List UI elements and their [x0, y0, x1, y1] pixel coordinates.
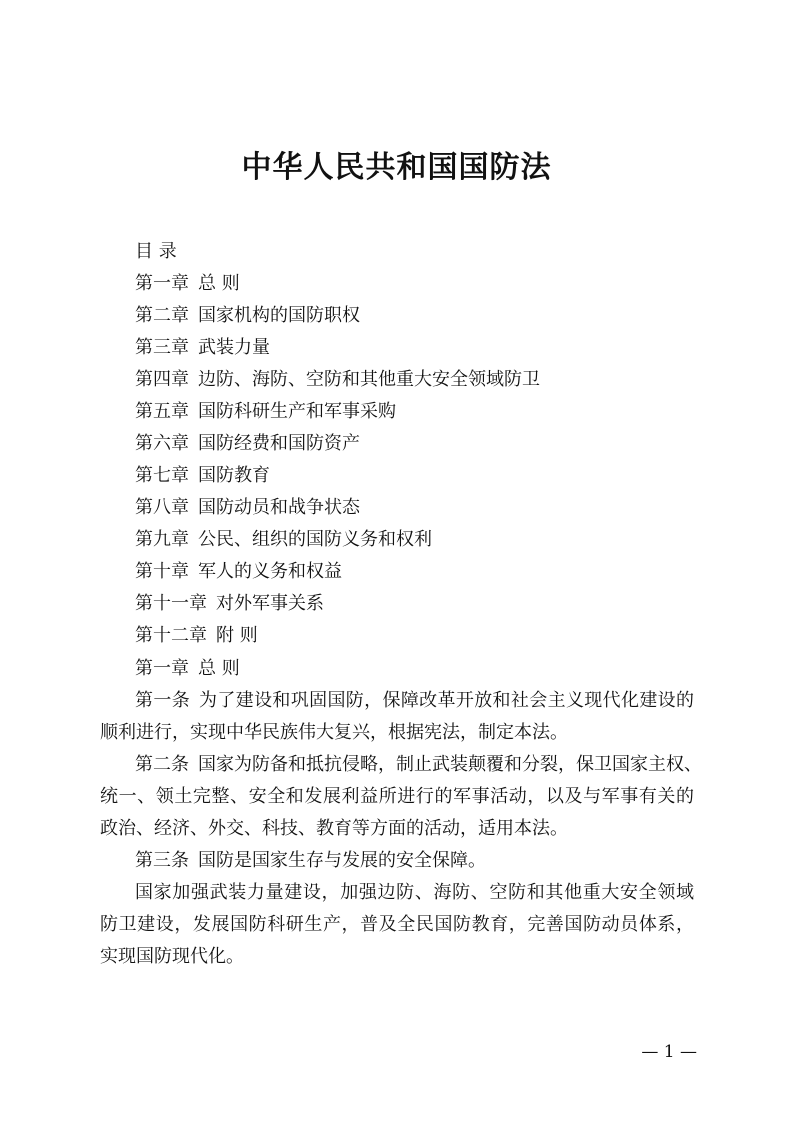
- toc-entry[interactable]: [135, 396, 715, 428]
- toc-entry-name: 附 则: [216, 625, 258, 646]
- toc-entry-name: 总 则: [198, 273, 240, 294]
- toc-entry-number: 第一章: [135, 273, 189, 294]
- toc-entry-number: 第八章: [135, 497, 189, 518]
- article-3-line: 实现国防现代化。: [100, 946, 244, 967]
- toc-entry-number: 第三章: [135, 337, 189, 358]
- toc-entry[interactable]: [135, 524, 715, 556]
- toc-entry[interactable]: [135, 492, 715, 524]
- article-text: 国防是国家生存与发展的安全保障。: [198, 850, 486, 871]
- document-title: 中华人民共和国国防法: [241, 150, 552, 185]
- toc-entry-name: 边防、海防、空防和其他重大安全领域防卫: [198, 369, 540, 390]
- toc-entry-number: 第九章: [135, 529, 189, 550]
- article-2-line: [100, 749, 702, 781]
- page-number: — 1 —: [641, 1042, 697, 1062]
- toc-entry-name: 公民、组织的国防义务和权利: [198, 529, 432, 550]
- article-label: 第二条: [135, 754, 189, 775]
- toc-entry-name: 军人的义务和权益: [198, 561, 342, 582]
- chapter-heading: [100, 653, 694, 685]
- chapter-number: 第一章: [135, 658, 189, 679]
- article-1-line: 顺利进行，实现中华民族伟大复兴，根据宪法，制定本法。: [100, 722, 568, 743]
- toc-heading: 目 录: [135, 241, 177, 262]
- toc-entry-number: 第二章: [135, 305, 189, 326]
- article-label: 第一条: [135, 690, 191, 711]
- toc-entry-number: 第五章: [135, 401, 189, 422]
- article-3-line: 国家加强武装力量建设，加强边防、海防、空防和其他重大安全领域: [135, 882, 694, 903]
- article-text: 为了建设和巩固国防，保障改革开放和社会主义现代化建设的: [199, 690, 695, 711]
- table-of-contents: [135, 236, 715, 652]
- article-text: 国家为防备和抵抗侵略，制止武装颠覆和分裂，保卫国家主权、: [198, 754, 702, 775]
- toc-entry[interactable]: [135, 300, 715, 332]
- document-body: [100, 653, 702, 973]
- toc-entry-name: 国防科研生产和军事采购: [198, 401, 396, 422]
- article-3-line: [100, 845, 694, 877]
- article-2-line: 统一、领土完整、安全和发展利益所进行的军事活动，以及与军事有关的: [100, 786, 694, 807]
- toc-entry-name: 国防经费和国防资产: [198, 433, 360, 454]
- toc-entry-name: 对外军事关系: [216, 593, 324, 614]
- toc-entry-number: 第十一章: [135, 593, 207, 614]
- toc-entry-number: 第四章: [135, 369, 189, 390]
- toc-entry-number: 第十二章: [135, 625, 207, 646]
- toc-entry-name: 国防教育: [198, 465, 270, 486]
- article-3-line: 防卫建设，发展国防科研生产，普及全民国防教育，完善国防动员体系，: [100, 914, 694, 935]
- article-2-line: 政治、经济、外交、科技、教育等方面的活动，适用本法。: [100, 818, 568, 839]
- article-label: 第三条: [135, 850, 189, 871]
- toc-entry[interactable]: [135, 268, 715, 300]
- toc-entry[interactable]: [135, 332, 715, 364]
- toc-entry-number: 第十章: [135, 561, 189, 582]
- toc-entry-number: 第六章: [135, 433, 189, 454]
- toc-entry[interactable]: [135, 620, 715, 652]
- toc-entry-name: 武装力量: [198, 337, 270, 358]
- toc-entry[interactable]: [135, 460, 715, 492]
- toc-entry[interactable]: [135, 428, 715, 460]
- toc-entry-name: 国家机构的国防职权: [198, 305, 360, 326]
- toc-entry-name: 国防动员和战争状态: [198, 497, 360, 518]
- article-1-line: [100, 685, 694, 717]
- toc-entry-number: 第七章: [135, 465, 189, 486]
- toc-entry[interactable]: [135, 556, 715, 588]
- chapter-name: 总 则: [198, 658, 240, 679]
- toc-entry[interactable]: [135, 588, 715, 620]
- toc-entry[interactable]: [135, 364, 715, 396]
